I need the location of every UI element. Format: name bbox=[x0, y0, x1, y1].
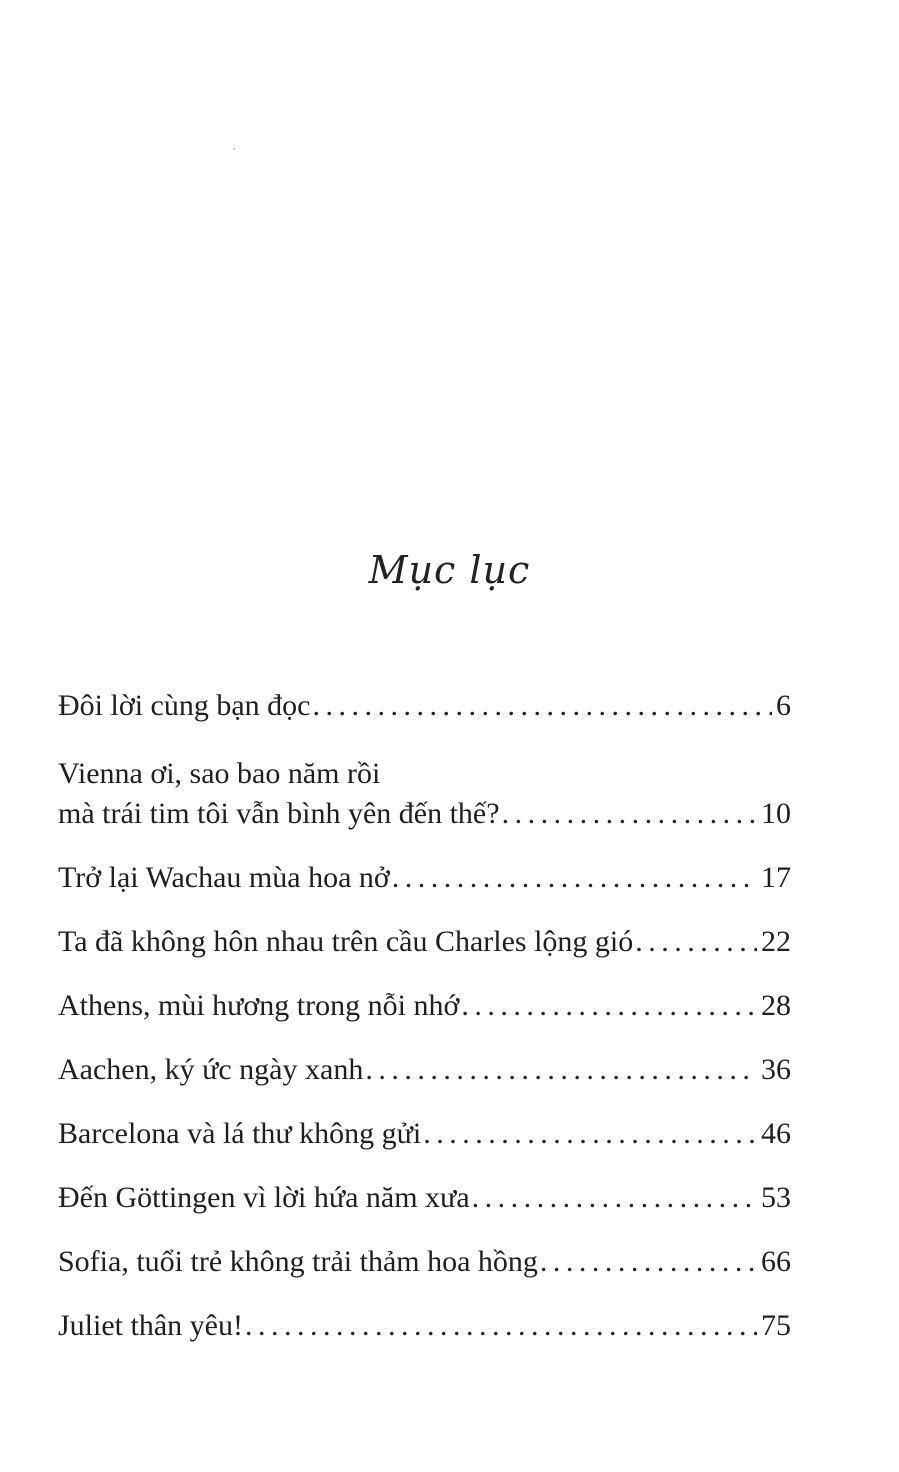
dot-leader bbox=[423, 1114, 757, 1154]
toc-entry bbox=[58, 986, 791, 1026]
dot-leader bbox=[312, 686, 772, 726]
toc-entry-title-line1: Vienna ơi, sao bao năm rồi bbox=[58, 757, 381, 790]
toc-entry-title: Sofia, tuổi trẻ không trải thảm hoa hồng bbox=[58, 1245, 538, 1278]
toc-entry bbox=[58, 1242, 791, 1282]
dot-leader bbox=[635, 922, 757, 962]
toc-entry-title: Đôi lời cùng bạn đọc bbox=[58, 689, 311, 722]
toc-entry bbox=[58, 754, 791, 834]
toc-entry-page: 22 bbox=[761, 925, 791, 958]
toc-entry-title: Juliet thân yêu! bbox=[58, 1309, 243, 1342]
dot-leader bbox=[540, 1242, 757, 1282]
toc-entry-title: Trở lại Wachau mùa hoa nở bbox=[58, 861, 390, 894]
dot-leader bbox=[502, 794, 757, 834]
toc-entry-title: Aachen, ký ức ngày xanh bbox=[58, 1053, 364, 1086]
toc-entry-title: Đến Göttingen vì lời hứa năm xưa bbox=[58, 1181, 470, 1214]
toc-entry-page: 36 bbox=[761, 1053, 791, 1086]
dot-leader bbox=[461, 986, 757, 1026]
toc-title: Mục lục bbox=[368, 548, 531, 592]
toc-entry-page: 53 bbox=[761, 1181, 791, 1214]
toc-entry-title: mà trái tim tôi vẫn bình yên đến thế? bbox=[58, 797, 500, 830]
toc-entry bbox=[58, 858, 791, 898]
toc-entry bbox=[58, 1114, 791, 1154]
toc-entry-page: 17 bbox=[761, 861, 791, 894]
dot-leader bbox=[392, 858, 757, 898]
toc-entry-page: 10 bbox=[761, 797, 791, 830]
toc-entry-title: Athens, mùi hương trong nỗi nhớ bbox=[58, 989, 460, 1022]
toc-entry bbox=[58, 922, 791, 962]
toc-entry-page: 6 bbox=[776, 689, 791, 722]
toc-entry bbox=[58, 1050, 791, 1090]
toc-entry-title: Barcelona và lá thư không gửi bbox=[58, 1117, 422, 1150]
toc-entry bbox=[58, 686, 791, 726]
toc-entry bbox=[58, 1178, 791, 1218]
dot-leader bbox=[472, 1178, 757, 1218]
toc-entry-title: Ta đã không hôn nhau trên cầu Charles lộng gió bbox=[58, 925, 634, 958]
dot-leader bbox=[245, 1306, 757, 1346]
toc-entry bbox=[58, 1306, 791, 1346]
toc-entry-page: 75 bbox=[761, 1309, 791, 1342]
toc-entry-page: 28 bbox=[761, 989, 791, 1022]
paper-speck bbox=[233, 148, 235, 150]
dot-leader bbox=[365, 1050, 757, 1090]
toc-entry-page: 46 bbox=[761, 1117, 791, 1150]
toc-entry-page: 66 bbox=[761, 1245, 791, 1278]
